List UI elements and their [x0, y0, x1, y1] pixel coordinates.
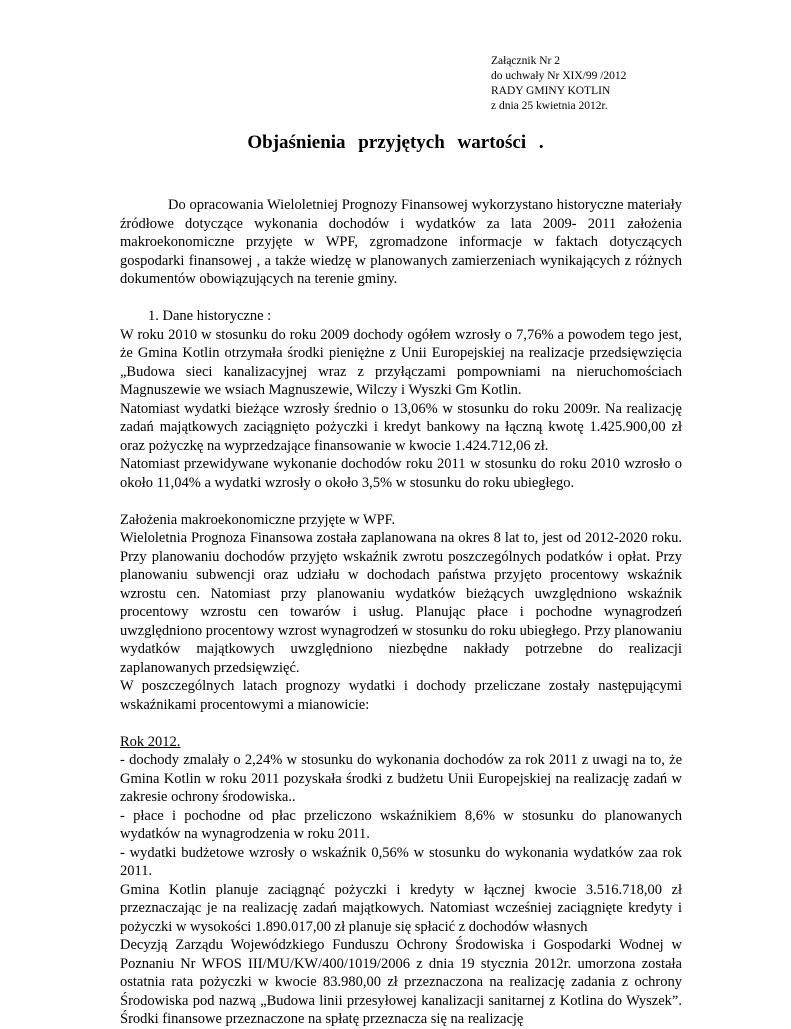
attachment-note — [491, 54, 626, 114]
attachment-line-1: Załącznik Nr 2 — [491, 55, 560, 67]
year-2012-item-1: - dochody zmalały o 2,24% w stosunku do wykonania dochodów za rok 2011 z uwagi na to, że Gmina Kotlin w roku 2011 pozyskała środki z budżetu Unii Europejskiej na realizację zadań w zakresie ochrony środowiska.. — [120, 752, 682, 805]
year-2012-item-3: - wydatki budżetowe wzrosły o wskaźnik 0,56% w stosunku do wykonania wydatków zaa rok 2011. — [120, 844, 682, 879]
historical-paragraph-3: Natomiast przewidywane wykonanie dochodów roku 2011 w stosunku do roku 2010 wzrosło o około 11,04% a wydatki wzrosły o około 3,5% w stosunku do roku ubiegłego. — [120, 456, 682, 491]
intro-paragraph: Do opracowania Wieloletniej Prognozy Finansowej wykorzystano historyczne materiały źródłowe dotyczące wykonania dochodów i wydatków za lata 2009- 2011 założenia makroekonomiczne przyjęte w WPF, zgromadzone informacje w faktach dotyczących gospodarki finansowej , a także wiedzę w planowanych zamierzeniach wynikających z różnych dokumentów obowiązujących na terenie gminy. — [120, 197, 682, 287]
document-body — [120, 196, 682, 1029]
historical-paragraph-1: W roku 2010 w stosunku do roku 2009 dochody ogółem wzrosły o 7,76% a powodem tego jest, że Gmina Kotlin otrzymała środki pieniężne z Unii Europejskiej na realizacje przedsięwzięcia „Budowa sieci kanalizacyjnej wraz z przyłączami pompowniami na nieruchomościach Magnuszewie we wsiach Magnuszewie, Wilczy i Wyszki Gm Kotlin. — [120, 326, 682, 398]
year-2012-item-2: - płace i pochodne od płac przeliczono wskaźnikiem 8,6% w stosunku do planowanych wydatków na wynagrodzenia w roku 2011. — [120, 807, 682, 842]
page-title: Objaśnienia przyjętych wartości . — [247, 132, 544, 153]
macro-paragraph-1: Wieloletnia Prognoza Finansowa została zaplanowana na okres 8 lat to, jest od 2012-2020 roku. Przy planowaniu dochodów przyjęto wskaźnik zwrotu poszczególnych podatków i opłat. Przy planowaniu subwencji oraz udziału w dochodach państwa przyjęto procentowy wskaźnik wzrostu cen. Natomiast przy planowaniu wydatków bieżących uwzględniono wskaźnik procentowy wzrostu cen towarów i usług. Planując płace i pochodne wynagrodzeń uwzględniono procentowy wzrost wynagrodzeń w stosunku do roku ubiegłego. Przy planowaniu wydatków majątkowych uwzględniono niezbędne nakłady potrzebne do realizacji zaplanowanych przedsięwzięć. — [120, 530, 682, 676]
macro-paragraph-2: W poszczególnych latach prognozy wydatki i dochody przeliczane zostały następującymi wskaźnikami procentowymi a mianowicie: — [120, 678, 682, 713]
year-2012-paragraph-2: Decyzją Zarządu Wojewódzkiego Funduszu Ochrony Środowiska i Gospodarki Wodnej w Poznaniu Nr WFOS III/MU/KW/400/1019/2006 z dnia 19 stycznia 2012r. umorzona została ostatnia rata pożyczki w kwocie 83.980,00 zł przeznaczona na realizację zadania z ochrony Środowiska pod nazwą „Budowa linii przesyłowej kanalizacji sanitarnej z Kotlina do Wyszek”. Środki finansowe przeznaczone na spłatę przeznacza się na realizację — [120, 937, 682, 1027]
attachment-line-2: do uchwały Nr XIX/99 /2012 — [491, 70, 627, 82]
year-2012-paragraph-1: Gmina Kotlin planuje zaciągnąć pożyczki i kredyty w łącznej kwocie 3.516.718,00 zł przeznaczając je na realizację zadań majątkowych. Natomiast wcześniej zaciągnięte kredyty i pożyczki w wysokości 1.890.017,00 zł planuje się spłacić z dochodów własnych — [120, 881, 682, 935]
year-2012-heading: Rok 2012. — [120, 733, 181, 750]
historical-paragraph-2: Natomiast wydatki bieżące wzrosły średnio o 13,06% w stosunku do roku 2009r. Na realizację zadań majątkowych zaciągnięto pożyczki i kredyt bankowy na łączną kwotę 1.425.900,00 zł oraz pożyczkę na wyprzedzające finansowanie w kwocie 1.424.712,06 zł. — [120, 400, 682, 454]
section-historical-heading: 1. Dane historyczne : — [148, 308, 272, 324]
attachment-line-3: RADY GMINY KOTLIN — [491, 85, 611, 97]
section-macro-heading: Założenia makroekonomiczne przyjęte w WPF. — [120, 511, 396, 528]
attachment-line-4: z dnia 25 kwietnia 2012r. — [491, 100, 608, 112]
